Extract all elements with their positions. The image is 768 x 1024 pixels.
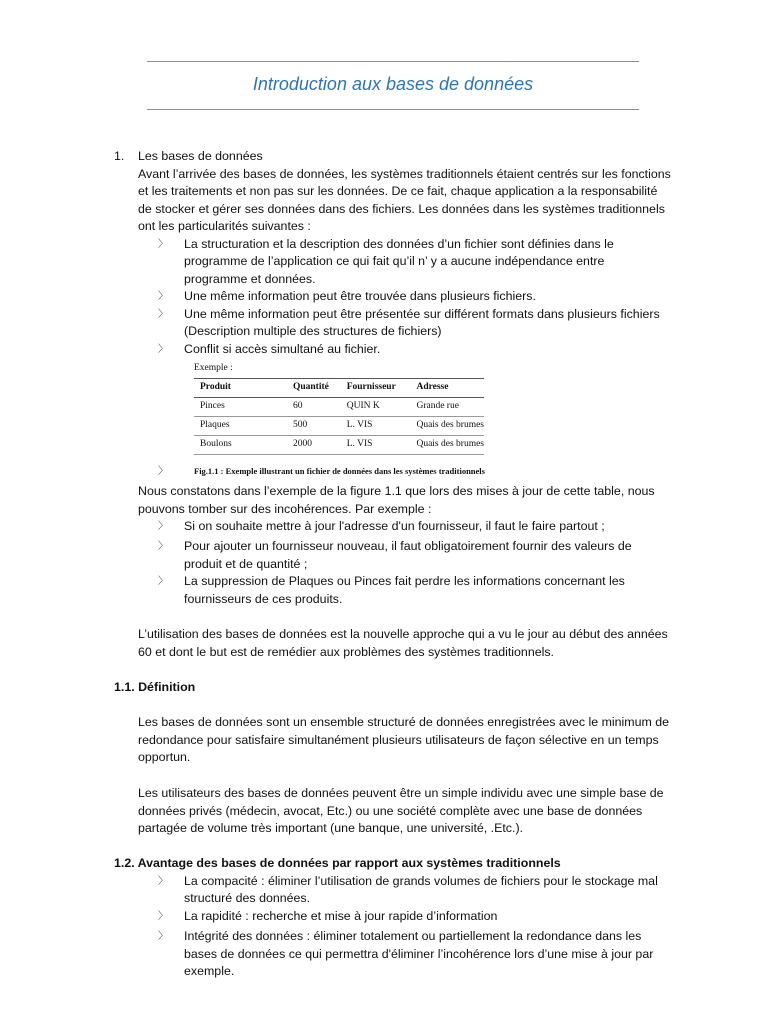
- list-item: Conflit si accès simultané au fichier.: [184, 342, 381, 356]
- bullet-icon: 〉: [158, 576, 168, 587]
- list-item: La structuration et la description des données d’un fichier sont définies dans le: [184, 236, 614, 251]
- list-item: programme de l’application ce qui fait qu’il n’ y a aucune indépendance entre: [184, 254, 605, 268]
- section-heading: Les bases de données: [138, 149, 263, 163]
- list-item: Une même information peut être trouvée dans plusieurs fichiers.: [184, 289, 536, 303]
- bullet-icon: 〉: [158, 541, 168, 552]
- table-header-row: [194, 379, 484, 398]
- list-item: programme et données.: [184, 271, 316, 286]
- paragraph-line: Les utilisateurs des bases de données peuvent être un simple individu avec une simple base de: [138, 786, 664, 800]
- column-header: Produit: [194, 379, 287, 398]
- table-cell: Pinces: [194, 398, 287, 417]
- list-item: La rapidité : recherche et mise à jour rapide d’information: [184, 909, 498, 923]
- paragraph-line: de stocker et gérer ses données dans des fichiers. Les données dans les systèmes traditionnels: [138, 201, 665, 216]
- bullet-icon: 〉: [158, 238, 168, 250]
- bullet-icon: 〉: [158, 911, 168, 922]
- list-item: Si on souhaite mettre à jour l'adresse d'un fournisseur, il faut le faire partout ;: [184, 519, 605, 533]
- section-number: 1.: [114, 149, 125, 163]
- table-row: [194, 436, 484, 455]
- paragraph-line: données privés (médecin, avocat, Etc.) ou une société complète avec une base de données: [138, 803, 643, 818]
- list-item: Pour ajouter un fournisseur nouveau, il faut obligatoirement fournir des valeurs de: [184, 539, 632, 553]
- list-item: Une même information peut être présentée sur différent formats dans plusieurs fichiers: [184, 306, 660, 321]
- paragraph-line: Avant l’arrivée des bases de données, les systèmes traditionnels étaient centrés sur les fonctions: [138, 166, 671, 181]
- table-cell: Quais des brumes: [410, 417, 484, 436]
- table-cell: L. VIS: [341, 436, 411, 455]
- figure-caption: Fig.1.1 : Exemple illustrant un fichier de données dans les systèmes traditionnels: [194, 466, 485, 476]
- bullet-icon: 〉: [158, 931, 168, 942]
- column-header: Quantité: [287, 379, 341, 398]
- list-item: Intégrité des données : éliminer totalement ou partiellement la redondance dans les: [184, 929, 642, 943]
- bullet-icon: 〉: [158, 308, 168, 320]
- page-title: Introduction aux bases de données: [252, 74, 534, 94]
- list-item: bases de données ce qui permettra d'éliminer l’incohérence lors d’une mise à jour par: [184, 946, 654, 961]
- table-cell: 2000: [287, 436, 341, 455]
- subsection-heading: 1.2. Avantage des bases de données par rapport aux systèmes traditionnels: [114, 856, 561, 870]
- paragraph-line: pouvons tomber sur des incohérences. Par exemple :: [138, 501, 432, 516]
- table-cell: 60: [287, 398, 341, 417]
- table-row: [194, 398, 484, 417]
- title-rule-bottom: [147, 109, 639, 110]
- table-cell: Quais des brumes: [410, 436, 484, 455]
- list-item: fournisseurs de ces produits.: [184, 591, 343, 606]
- list-item: exemple.: [184, 964, 235, 978]
- table-row: [194, 417, 484, 436]
- bullet-icon: 〉: [158, 291, 168, 302]
- paragraph-line: 60 et dont le but est de remédier aux problèmes des systèmes traditionnels.: [138, 644, 554, 659]
- table-cell: Plaques: [194, 417, 287, 436]
- list-item: La suppression de Plaques ou Pinces fait perdre les informations concernant les: [184, 574, 625, 588]
- column-header: Fournisseur: [341, 379, 411, 398]
- paragraph-line: partagée de volume très important (une banque, une université, .Etc.).: [138, 821, 524, 835]
- paragraph-line: opportun.: [138, 750, 191, 764]
- example-label: Exemple :: [194, 363, 233, 373]
- paragraph-line: Nous constatons dans l’exemple de la figure 1.1 que lors des mises à jour de cette table, nous: [138, 484, 655, 498]
- column-header: Adresse: [410, 379, 484, 398]
- title-rule-top: [147, 61, 639, 62]
- table-cell: QUIN K: [341, 398, 411, 417]
- paragraph-line: Les bases de données sont un ensemble structuré de données enregistrées avec le minimum de: [138, 715, 670, 729]
- list-item: structuré des données.: [184, 891, 311, 905]
- subsection-heading: 1.1. Définition: [114, 680, 196, 694]
- paragraph-line: et les traitements et non pas sur les données. De ce fait, chaque application a la responsabilité: [138, 184, 658, 198]
- table-cell: 500: [287, 417, 341, 436]
- paragraph-line: ont les particularités suivantes :: [138, 219, 311, 233]
- table-cell: L. VIS: [341, 417, 411, 436]
- paragraph-line: L’utilisation des bases de données est la nouvelle approche qui a vu le jour au début des années: [138, 627, 668, 641]
- example-table: [194, 378, 484, 455]
- paragraph-line: redondance pour satisfaire simultanément plusieurs utilisateurs de façon sélective en un temps: [138, 732, 659, 747]
- list-item: La compacité : éliminer l’utilisation de grands volumes de fichiers pour le stockage mal: [184, 873, 658, 888]
- list-item: produit et de quantité ;: [184, 556, 308, 571]
- table-cell: Grande rue: [410, 398, 484, 417]
- bullet-icon: 〉: [158, 875, 168, 887]
- bullet-icon: 〉: [158, 466, 168, 477]
- table-cell: Boulons: [194, 436, 287, 455]
- bullet-icon: 〉: [158, 344, 168, 355]
- bullet-icon: 〉: [158, 521, 168, 532]
- list-item: (Description multiple des structures de fichiers): [184, 324, 442, 338]
